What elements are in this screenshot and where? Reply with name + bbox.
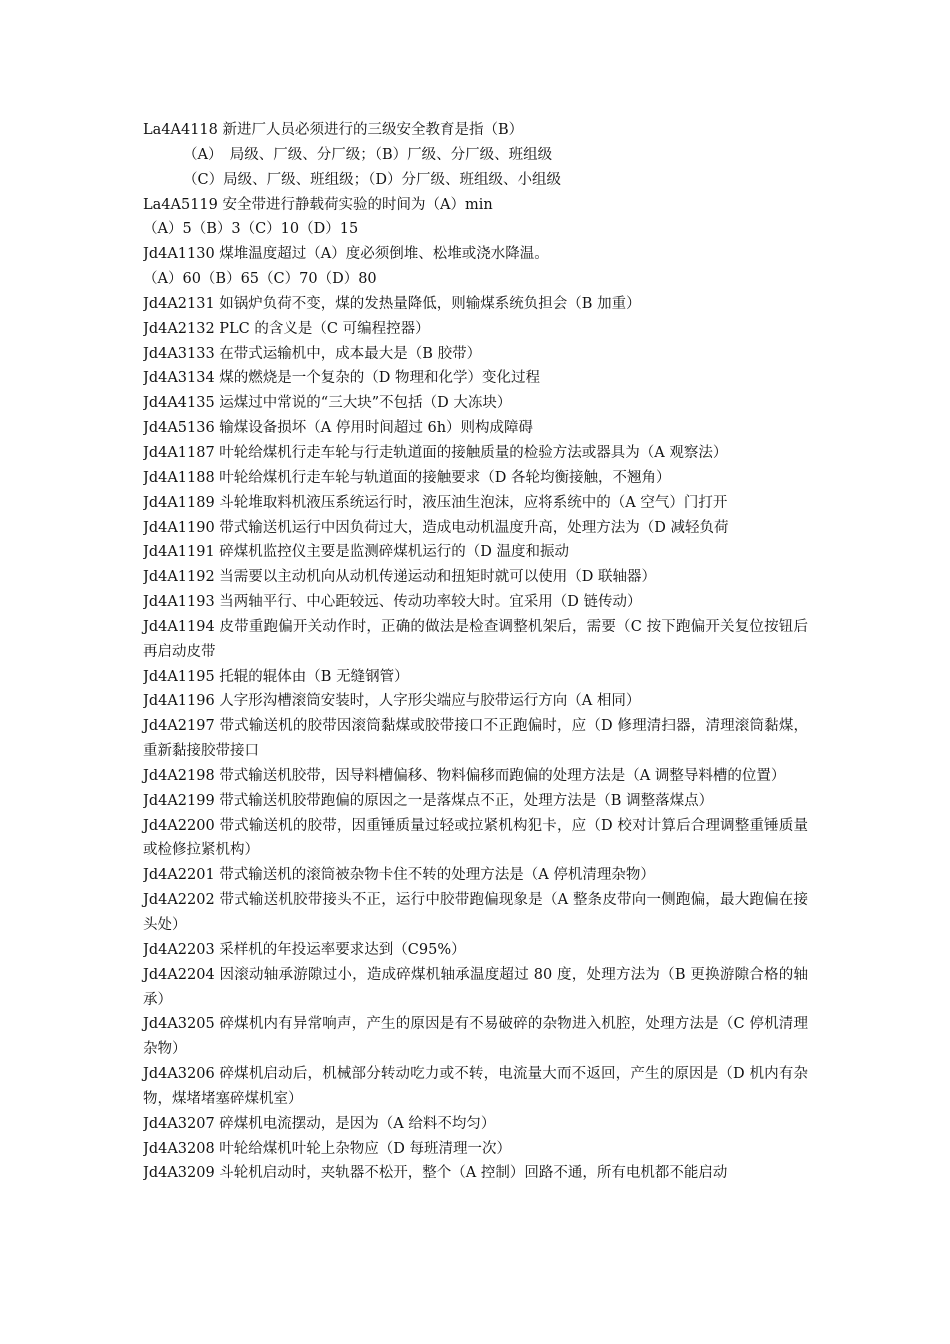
question-line: Jd4A1192 当需要以主动机向从动机传递运动和扭矩时就可以使用（D 联轴器） [143,569,657,586]
question-line: Jd4A1194 皮带重跑偏开关动作时，正确的做法是检查调整机架后，需要（C 按下跑偏开关复位按钮后再启动皮带 [143,618,808,660]
question-line: Jd4A3205 碎煤机内有异常响声，产生的原因是有不易破碎的杂物进入机腔，处理方法是（C 停机清理杂物） [143,1016,808,1058]
question-line: Jd4A2198 带式输送机胶带，因导料槽偏移、物料偏移而跑偏的处理方法是（A 调整导料槽的位置） [143,767,786,784]
question-line: Jd4A1130 煤堆温度超过（A）度必须倒堆、松堆或浇水降温。 [143,246,549,263]
option-line: （A） 局级、厂级、分厂级；（B）厂级、分厂级、班组级 [183,146,553,163]
question-line: La4A4118 新进厂人员必须进行的三级安全教育是指（B） [143,122,524,138]
question-line: Jd4A2197 带式输送机的胶带因滚筒黏煤或胶带接口不正跑偏时，应（D 修理清扫器，清理滚筒黏煤，重新黏接胶带接口 [143,718,808,760]
question-line: Jd4A2201 带式输送机的滚筒被杂物卡住不转的处理方法是（A 停机清理杂物） [143,867,655,884]
question-line: Jd4A3208 叶轮给煤机叶轮上杂物应（D 每班清理一次） [143,1140,512,1157]
question-line: Jd4A2203 采样机的年投运率要求达到（C95%） [143,941,466,958]
question-line: Jd4A3206 碎煤机启动后，机械部分转动吃力或不转，电流量大而不返回，产生的原因是（D 机内有杂物，煤堵堵塞碎煤机室） [143,1066,808,1107]
question-line: Jd4A2204 因滚动轴承游隙过小，造成碎煤机轴承温度超过 80 度，处理方法为（B 更换游隙合格的轴承） [143,966,808,1008]
question-line: Jd4A1191 碎煤机监控仪主要是监测碎煤机运行的（D 温度和振动 [143,544,570,561]
option-line: （A）60（B）65（C）70（D）80 [143,271,377,288]
question-line: Jd4A1188 叶轮给煤机行走车轮与轨道面的接触要求（D 各轮均衡接触，不翘角） [143,469,671,486]
question-line: Jd4A1190 带式输送机运行中因负荷过大，造成电动机温度升高，处理方法为（D 减轻负荷 [143,519,729,536]
question-line: Jd4A2202 带式输送机胶带接头不正，运行中胶带跑偏现象是（A 整条皮带向一侧跑偏，最大跑偏在接头处） [143,892,808,933]
option-line: （A）5（B）3（C）10（D）15 [143,221,359,238]
question-text-block [143,118,808,1186]
question-line: Jd4A3134 煤的燃烧是一个复杂的（D 物理和化学）变化过程 [143,370,541,387]
question-line: Jd4A1195 托辊的辊体由（B 无缝钢管） [143,668,409,685]
question-line: Jd4A5136 输煤设备损坏（A 停用时间超过 6h）则构成障碍 [143,420,534,437]
question-line: Jd4A2200 带式输送机的胶带，因重锤质量过轻或拉紧机构犯卡，应（D 校对计算后合理调整重锤质量或检修拉紧机构） [143,817,808,859]
question-line: Jd4A1187 叶轮给煤机行走车轮与行走轨道面的接触质量的检验方法或器具为（A 观察法） [143,444,728,461]
question-line: Jd4A1196 人字形沟槽滚筒安装时，人字形尖端应与胶带运行方向（A 相同） [143,693,641,710]
question-line: Jd4A3133 在带式运输机中，成本最大是（B 胶带） [143,345,482,362]
question-line: Jd4A2199 带式输送机胶带跑偏的原因之一是落煤点不正，处理方法是（B 调整落煤点） [143,792,714,809]
question-line: La4A5119 安全带进行静载荷实验的时间为（A）min [143,196,493,213]
question-line: Jd4A2131 如锅炉负荷不变，煤的发热量降低，则输煤系统负担会（B 加重） [143,295,641,312]
question-line: Jd4A1189 斗轮堆取料机液压系统运行时，液压油生泡沫，应将系统中的（A 空气）门打开 [143,494,728,511]
question-line: Jd4A3209 斗轮机启动时，夹轨器不松开，整个（A 控制）回路不通，所有电机都不能启动 [143,1165,728,1182]
question-line: Jd4A2132 PLC 的含义是（C 可编程控器） [143,320,430,337]
option-line: （C）局级、厂级、班组级；（D）分厂级、班组级、小组级 [183,171,561,188]
question-line: Jd4A3207 碎煤机电流摆动，是因为（A 给料不均匀） [143,1115,496,1132]
question-line: Jd4A1193 当两轴平行、中心距较远、传动功率较大时。宜采用（D 链传动） [143,594,642,611]
question-line: Jd4A4135 运煤过中常说的“三大块”不包括（D 大冻块） [143,395,512,412]
